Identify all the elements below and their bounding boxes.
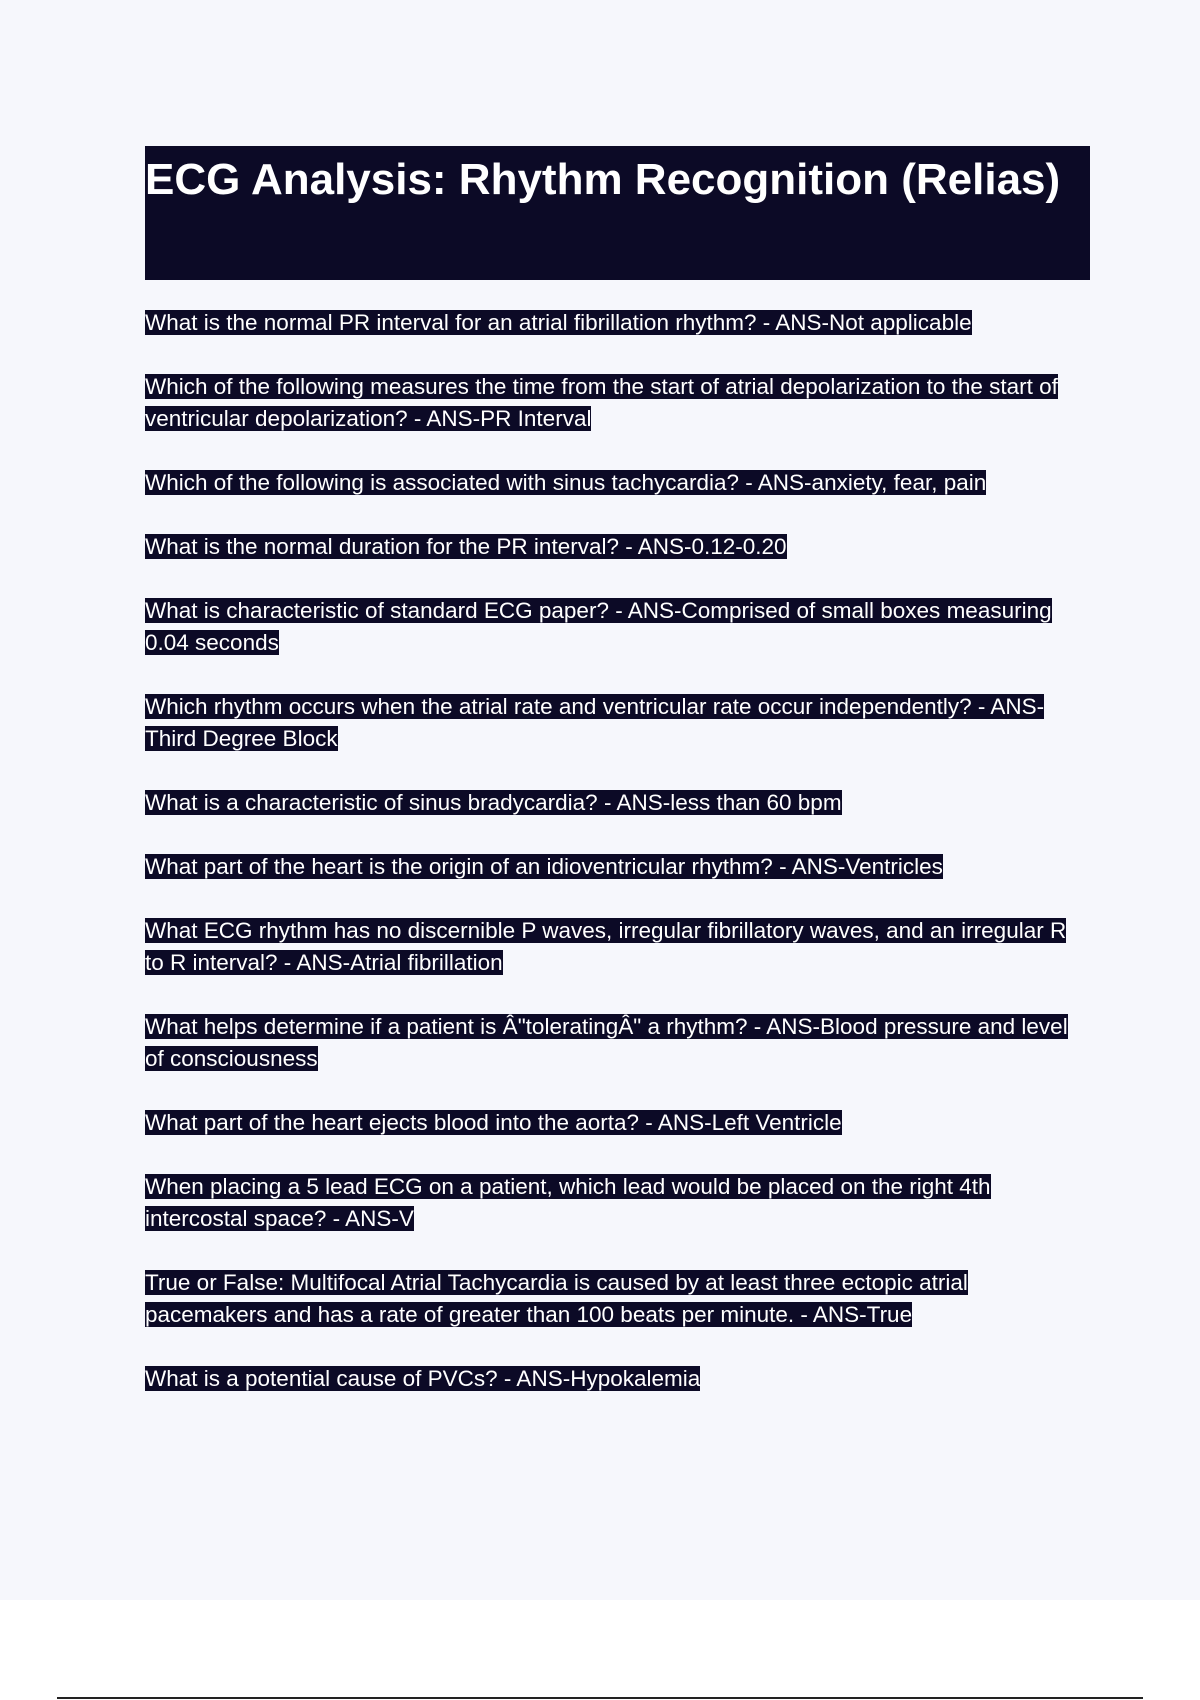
- qa-text: What part of the heart is the origin of an idioventricular rhythm? - ANS-Ventricles: [145, 854, 943, 879]
- qa-item: [145, 1363, 1090, 1395]
- qa-text: What helps determine if a patient is Â"toleratingÂ" a rhythm? - ANS-Blood pressure and level of consciousness: [145, 1014, 1068, 1071]
- qa-item: [145, 1267, 1090, 1331]
- qa-item: [145, 531, 1090, 563]
- qa-item: [145, 851, 1090, 883]
- qa-item: [145, 307, 1090, 339]
- qa-text: What is the normal PR interval for an atrial fibrillation rhythm? - ANS-Not applicable: [145, 310, 972, 335]
- qa-text: When placing a 5 lead ECG on a patient, which lead would be placed on the right 4th intercostal space? - ANS-V: [145, 1174, 991, 1231]
- qa-item: [145, 787, 1090, 819]
- qa-item: [145, 467, 1090, 499]
- qa-item: [145, 1011, 1090, 1075]
- qa-item: [145, 371, 1090, 435]
- qa-item: [145, 595, 1090, 659]
- document-content: [145, 146, 1090, 1427]
- document-title: ECG Analysis: Rhythm Recognition (Relias): [145, 146, 1090, 280]
- qa-text: Which of the following is associated with sinus tachycardia? - ANS-anxiety, fear, pain: [145, 470, 987, 495]
- qa-text: True or False: Multifocal Atrial Tachycardia is caused by at least three ectopic atrial pacemakers and has a rate of greater than 100 beats per minute. - ANS-True: [145, 1270, 968, 1327]
- qa-text: Which rhythm occurs when the atrial rate and ventricular rate occur independently? - ANS-Third Degree Block: [145, 694, 1045, 751]
- qa-item: [145, 915, 1090, 979]
- qa-text: What part of the heart ejects blood into the aorta? - ANS-Left Ventricle: [145, 1110, 842, 1135]
- qa-text: What is a characteristic of sinus bradycardia? - ANS-less than 60 bpm: [145, 790, 842, 815]
- qa-text: Which of the following measures the time from the start of atrial depolarization to the start of ventricular depolarization? - ANS-PR Interval: [145, 374, 1058, 431]
- qa-text: What is characteristic of standard ECG paper? - ANS-Comprised of small boxes measuring 0.04 seconds: [145, 598, 1052, 655]
- qa-item: [145, 1171, 1090, 1235]
- qa-item: [145, 1107, 1090, 1139]
- qa-item: [145, 691, 1090, 755]
- qa-text: What ECG rhythm has no discernible P waves, irregular fibrillatory waves, and an irregular R to R interval? - ANS-Atrial fibrillation: [145, 918, 1067, 975]
- qa-text: What is the normal duration for the PR interval? - ANS-0.12-0.20: [145, 534, 787, 559]
- qa-text: What is a potential cause of PVCs? - ANS-Hypokalemia: [145, 1366, 701, 1391]
- footer-divider: [57, 1697, 1143, 1699]
